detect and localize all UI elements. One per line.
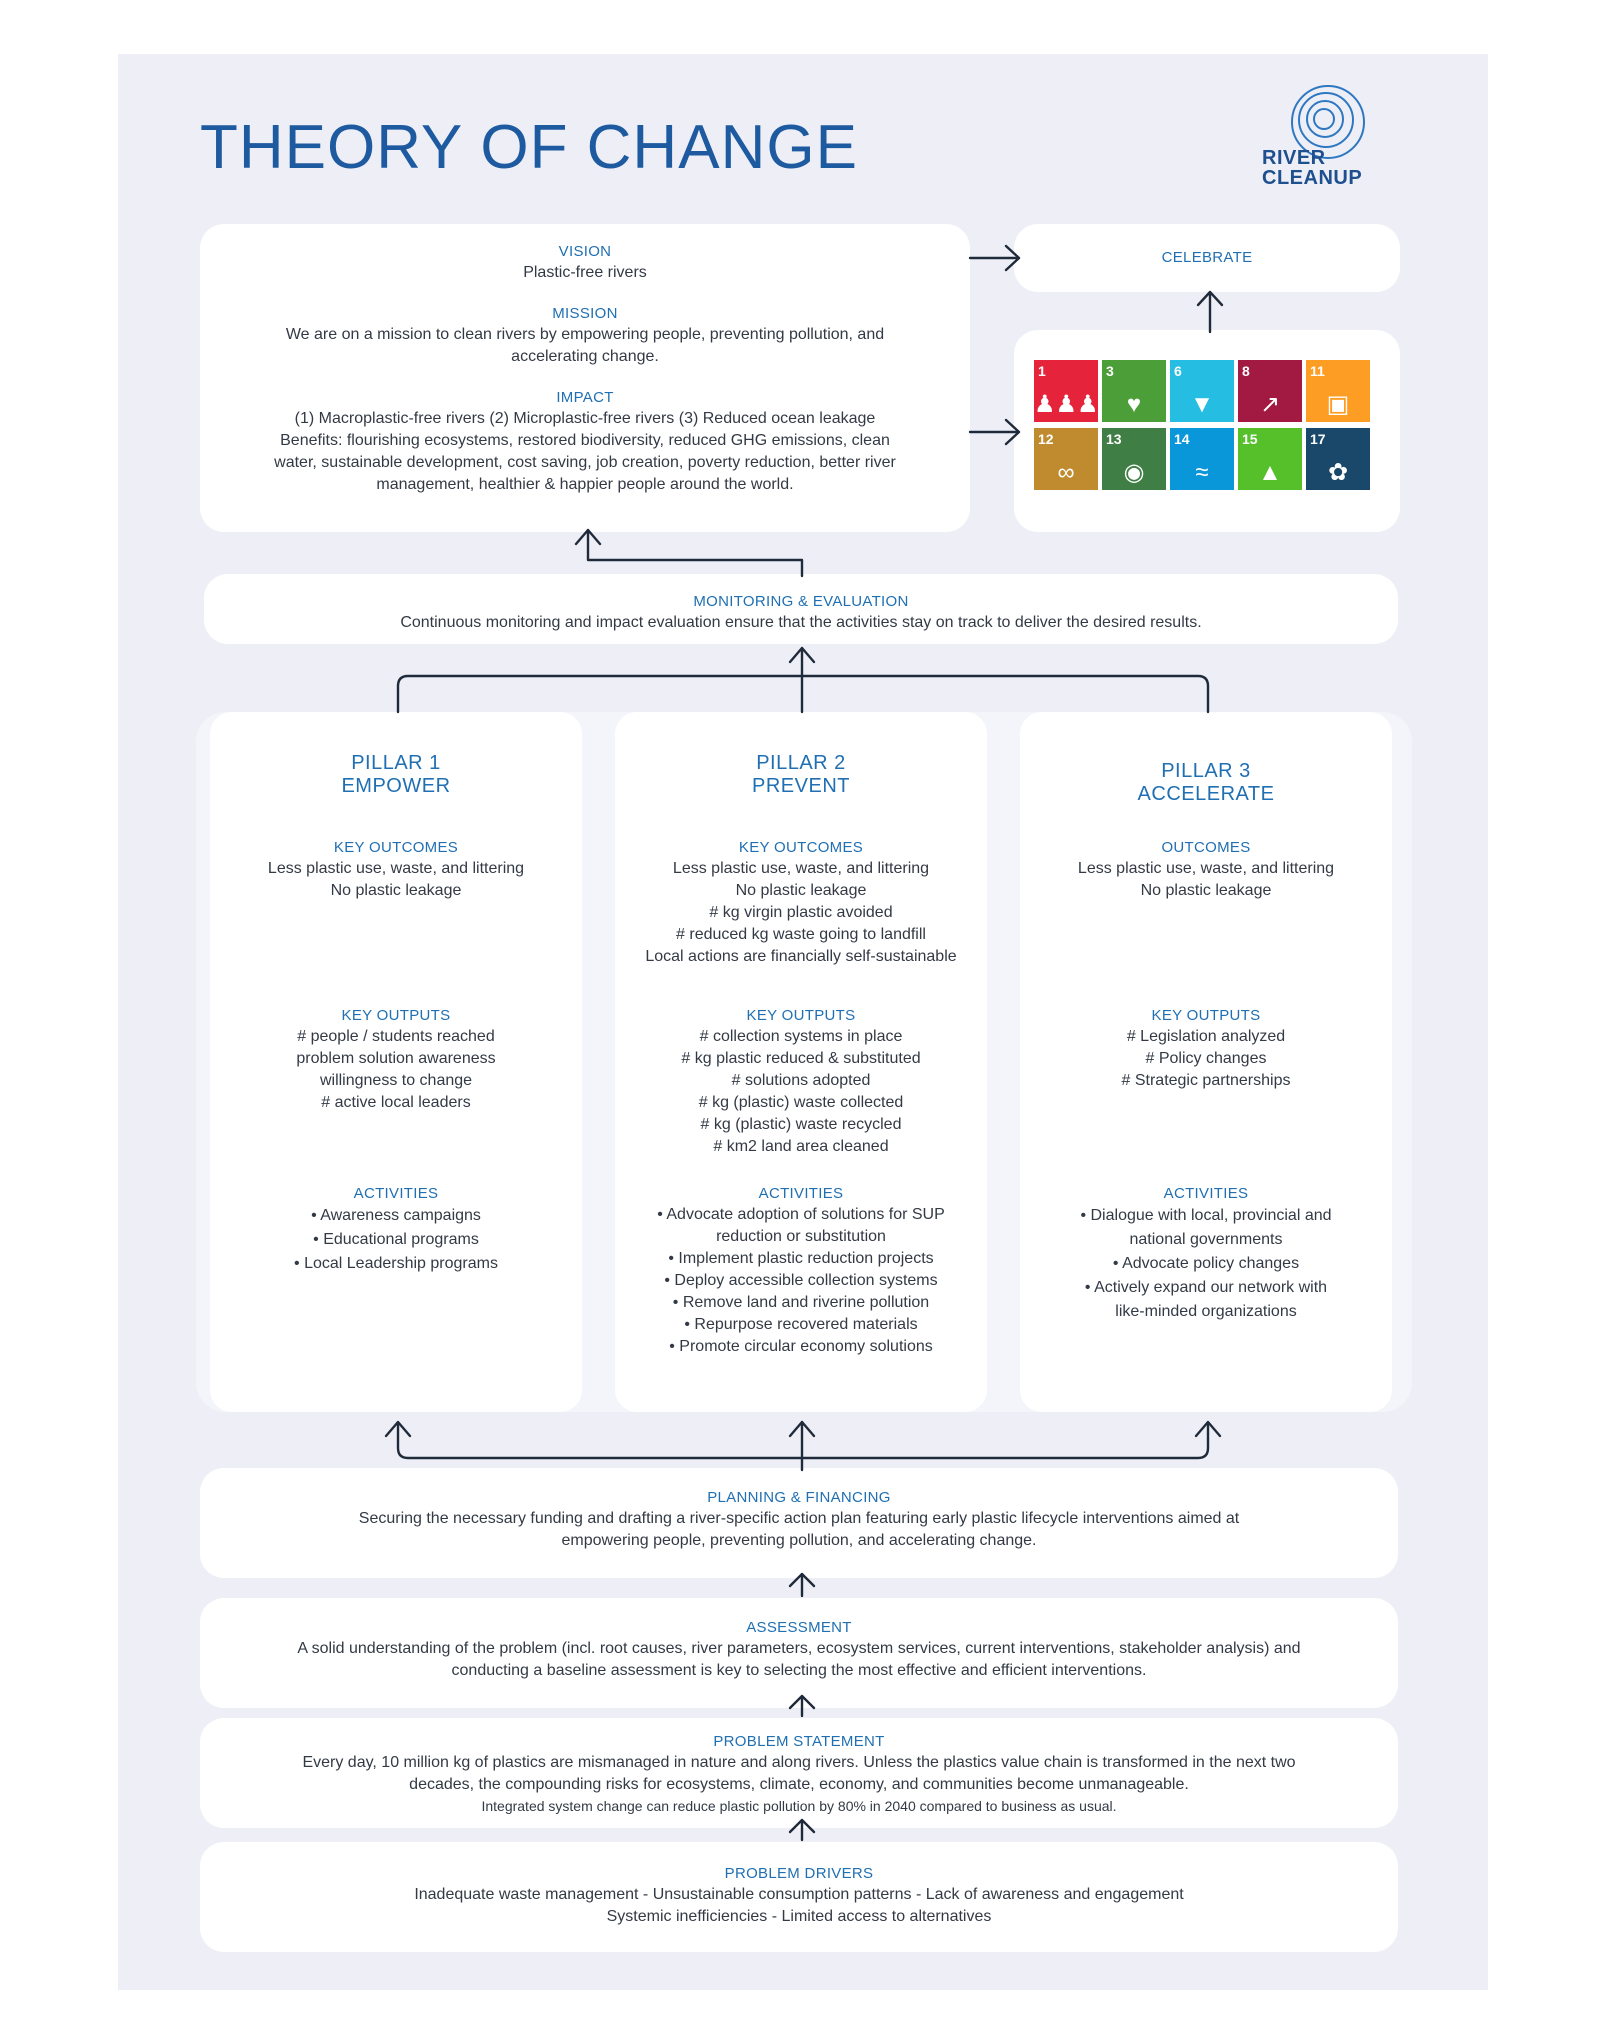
sdg-tile: 8 ↗ xyxy=(1238,360,1302,422)
sdg-tile: 11 ▣ xyxy=(1306,360,1370,422)
pillar-accelerate-card xyxy=(1020,712,1392,1412)
activity-item: like-minded organizations xyxy=(1115,1303,1297,1320)
assessment-text-line: conducting a baseline assessment is key to selecting the most effective and efficient interventions. xyxy=(451,1662,1147,1679)
family-icon: ♟♟♟ xyxy=(1034,391,1099,418)
key-outputs-label: KEY OUTPUTS xyxy=(1151,1007,1261,1024)
problem-statement-line: Every day, 10 million kg of plastics are mismanaged in nature and along rivers. Unless the plastics value chain is transformed in the next two xyxy=(302,1754,1296,1771)
sdg-tile: 14 ≈ xyxy=(1170,428,1234,490)
mission-text-line: We are on a mission to clean rivers by empowering people, preventing pollution, and xyxy=(285,326,885,343)
pillar-empower-card xyxy=(210,712,582,1412)
sdg-tile: 3 ♥ xyxy=(1102,360,1166,422)
water-drop-icon: ▼ xyxy=(1190,391,1214,418)
celebrate-card xyxy=(1014,224,1400,292)
output-item: # km2 land area cleaned xyxy=(713,1138,889,1155)
activities-label: ACTIVITIES xyxy=(758,1185,844,1202)
impact-text-line: (1) Macroplastic-free rivers (2) Microplastic-free rivers (3) Reduced ocean leakage xyxy=(294,410,876,427)
pillar-name: PREVENT xyxy=(752,775,850,797)
sdg-tile: 12 ∞ xyxy=(1034,428,1098,490)
problem-statement-label: PROBLEM STATEMENT xyxy=(713,1733,885,1750)
monitoring-text: Continuous monitoring and impact evaluation ensure that the activities stay on track to deliver the desired results. xyxy=(400,614,1202,631)
output-item: # kg plastic reduced & substituted xyxy=(681,1050,921,1067)
outcome-item: No plastic leakage xyxy=(735,882,867,899)
activity-item: • Remove land and riverine pollution xyxy=(672,1294,930,1311)
assessment-text-line: A solid understanding of the problem (incl. root causes, river parameters, ecosystem services, current interventions, stakeholder analysis) and xyxy=(297,1640,1301,1657)
eye-globe-icon: ◉ xyxy=(1123,459,1145,486)
problem-drivers-label: PROBLEM DRIVERS xyxy=(724,1865,874,1882)
activity-item: • Promote circular economy solutions xyxy=(669,1338,933,1355)
planning-text-line: empowering people, preventing pollution, and accelerating change. xyxy=(561,1532,1037,1549)
outcome-item: Less plastic use, waste, and littering xyxy=(672,860,930,877)
problem-statement-card xyxy=(200,1718,1398,1828)
activity-item: • Local Leadership programs xyxy=(294,1255,498,1272)
fish-icon: ≈ xyxy=(1195,459,1209,486)
outcome-item: No plastic leakage xyxy=(330,882,462,899)
logo-text-cleanup: CLEANUP xyxy=(1262,167,1363,189)
sdg-tile: 1 ♟♟♟ xyxy=(1034,360,1098,422)
activity-item: • Awareness campaigns xyxy=(311,1207,481,1224)
output-item: # Strategic partnerships xyxy=(1121,1072,1291,1089)
pillar-name: EMPOWER xyxy=(341,775,451,797)
growth-chart-icon: ↗ xyxy=(1259,391,1281,418)
sdg-tile: 13 ◉ xyxy=(1102,428,1166,490)
output-item: # Legislation analyzed xyxy=(1126,1028,1286,1045)
problem-statement-note: Integrated system change can reduce plastic pollution by 80% in 2040 compared to business as usual. xyxy=(481,1798,1117,1814)
pillar-prevent-card xyxy=(615,712,987,1412)
output-item: problem solution awareness xyxy=(296,1050,496,1067)
outcome-item: Less plastic use, waste, and littering xyxy=(1077,860,1335,877)
output-item: # people / students reached xyxy=(297,1028,495,1045)
mission-label: MISSION xyxy=(552,305,618,322)
key-outputs-label: KEY OUTPUTS xyxy=(746,1007,856,1024)
activity-item: national governments xyxy=(1129,1231,1283,1248)
sdg-tile: 17 ✿ xyxy=(1306,428,1370,490)
vision-text: Plastic-free rivers xyxy=(523,264,647,281)
planning-financing-card xyxy=(200,1468,1398,1578)
sdg-tile: 6 ▼ xyxy=(1170,360,1234,422)
sdg-card xyxy=(1014,330,1400,532)
problem-drivers-card xyxy=(200,1842,1398,1952)
assessment-card xyxy=(200,1598,1398,1708)
outcomes-label: OUTCOMES xyxy=(1161,839,1251,856)
activity-item: reduction or substitution xyxy=(716,1228,886,1245)
outcome-item: # reduced kg waste going to landfill xyxy=(676,926,926,943)
activity-item: • Advocate adoption of solutions for SUP xyxy=(657,1206,945,1223)
problem-statement-line: decades, the compounding risks for ecosystems, climate, economy, and communities become unmanageable. xyxy=(409,1776,1189,1793)
problem-drivers-line: Systemic inefficiencies - Limited access to alternatives xyxy=(606,1908,992,1925)
pillars-container xyxy=(196,712,1412,1412)
pillar-number: PILLAR 2 xyxy=(756,752,846,774)
activity-item: • Repurpose recovered materials xyxy=(684,1316,918,1333)
output-item: # collection systems in place xyxy=(699,1028,903,1045)
impact-text-line: Benefits: flourishing ecosystems, restored biodiversity, reduced GHG emissions, clean xyxy=(280,432,890,449)
activity-item: • Deploy accessible collection systems xyxy=(664,1272,938,1289)
activity-item: • Dialogue with local, provincial and xyxy=(1080,1207,1332,1224)
planning-label: PLANNING & FINANCING xyxy=(707,1489,891,1506)
mission-text-line: accelerating change. xyxy=(511,348,659,365)
impact-text-line: management, healthier & happier people around the world. xyxy=(376,476,794,493)
key-outcomes-label: KEY OUTCOMES xyxy=(738,839,864,856)
logo-text-river: RIVER xyxy=(1262,147,1326,169)
pillar-number: PILLAR 3 xyxy=(1161,760,1251,782)
pillar-name: ACCELERATE xyxy=(1137,783,1275,805)
tree-icon: ▲ xyxy=(1258,459,1282,486)
impact-text-line: water, sustainable development, cost saving, job creation, poverty reduction, better river xyxy=(274,454,896,471)
key-outputs-label: KEY OUTPUTS xyxy=(341,1007,451,1024)
pillar-number: PILLAR 1 xyxy=(351,752,441,774)
activity-item: • Educational programs xyxy=(313,1231,479,1248)
outcome-item: # kg virgin plastic avoided xyxy=(709,904,893,921)
monitoring-label: MONITORING & EVALUATION xyxy=(693,593,909,610)
outcome-item: Less plastic use, waste, and littering xyxy=(267,860,525,877)
problem-drivers-line: Inadequate waste management - Unsustainable consumption patterns - Lack of awareness and engagement xyxy=(414,1886,1184,1903)
monitoring-evaluation-card xyxy=(204,574,1398,644)
planning-text-line: Securing the necessary funding and drafting a river-specific action plan featuring early plastic lifecycle interventions aimed at xyxy=(358,1510,1240,1527)
activity-item: • Actively expand our network with xyxy=(1084,1279,1328,1296)
activities-label: ACTIVITIES xyxy=(353,1185,439,1202)
output-item: # solutions adopted xyxy=(731,1072,871,1089)
output-item: # Policy changes xyxy=(1145,1050,1267,1067)
outcome-item: Local actions are financially self-sustainable xyxy=(645,948,957,965)
sdg-tile: 15 ▲ xyxy=(1238,428,1302,490)
outcome-item: No plastic leakage xyxy=(1140,882,1272,899)
heartbeat-icon: ♥ xyxy=(1126,391,1142,418)
output-item: # kg (plastic) waste collected xyxy=(698,1094,904,1111)
impact-label: IMPACT xyxy=(556,389,614,406)
activity-item: • Implement plastic reduction projects xyxy=(668,1250,934,1267)
output-item: # kg (plastic) waste recycled xyxy=(700,1116,902,1133)
key-outcomes-label: KEY OUTCOMES xyxy=(333,839,459,856)
celebrate-label: CELEBRATE xyxy=(1161,249,1253,266)
vision-label: VISION xyxy=(558,243,612,260)
assessment-label: ASSESSMENT xyxy=(746,1619,852,1636)
activities-label: ACTIVITIES xyxy=(1163,1185,1249,1202)
activity-item: • Advocate policy changes xyxy=(1112,1255,1300,1272)
vision-mission-impact-card xyxy=(200,224,970,532)
output-item: # active local leaders xyxy=(321,1094,471,1111)
city-icon: ▣ xyxy=(1326,391,1350,418)
output-item: willingness to change xyxy=(319,1072,473,1089)
infinity-icon: ∞ xyxy=(1057,459,1075,486)
page-title: THEORY OF CHANGE xyxy=(200,113,858,182)
flower-icon: ✿ xyxy=(1327,459,1349,486)
